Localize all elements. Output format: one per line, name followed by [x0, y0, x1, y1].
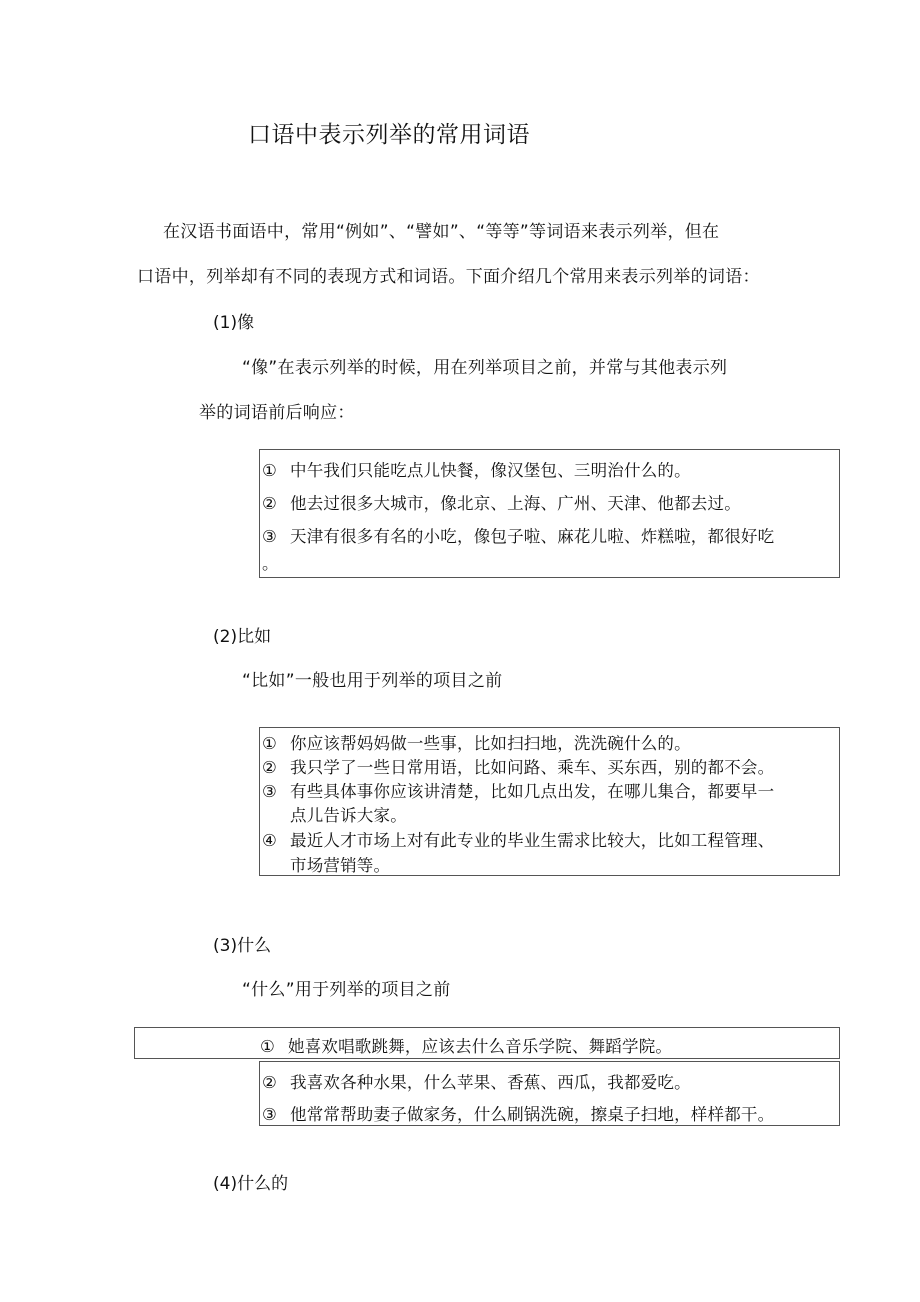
- example-item: ② 我喜欢各种水果，什么苹果、香蕉、西瓜，我都爱吃。: [262, 1073, 691, 1092]
- example-item: ③ 天津有很多有名的小吃，像包子啦、麻花儿啦、炸糕啦，都很好吃: [262, 527, 775, 546]
- example-item: ① 你应该帮妈妈做一些事，比如扫扫地，洗洗碗什么的。: [262, 734, 691, 753]
- example-item: ④ 最近人才市场上对有此专业的毕业生需求比较大，比如工程管理、: [262, 831, 775, 850]
- example-item-continuation: 点儿告诉大家。: [290, 806, 407, 825]
- section-heading-4: (4)什么的: [213, 1174, 289, 1194]
- example-item: ① 她喜欢唱歌跳舞，应该去什么音乐学院、舞蹈学院。: [260, 1037, 673, 1056]
- example-item: ② 我只学了一些日常用语，比如问路、乘车、买东西，别的都不会。: [262, 758, 775, 777]
- section-desc-1-line-1: “像”在表示列举的时候，用在列举项目之前，并常与其他表示列: [242, 358, 728, 378]
- section-heading-3: (3)什么: [213, 936, 272, 956]
- intro-line-1: 在汉语书面语中，常用“例如”、“譬如”、“等等”等词语来表示列举，但在: [163, 222, 720, 242]
- example-item-continuation: 。: [262, 554, 279, 573]
- example-item: ② 他去过很多大城市，像北京、上海、广州、天津、他都去过。: [262, 494, 741, 513]
- example-box-3b: [259, 1061, 840, 1126]
- example-box-2: [259, 727, 840, 876]
- section-desc-3-line-1: “什么”用于列举的项目之前: [242, 980, 451, 1000]
- example-item: ③ 有些具体事你应该讲清楚，比如几点出发，在哪儿集合，都要早一: [262, 782, 775, 801]
- example-box-1: [259, 449, 840, 578]
- page-title: 口语中表示列举的常用词语: [248, 122, 530, 148]
- example-item: ③ 他常常帮助妻子做家务，什么刷锅洗碗，擦桌子扫地，样样都干。: [262, 1105, 775, 1124]
- section-desc-2-line-1: “比如”一般也用于列举的项目之前: [242, 671, 503, 691]
- section-heading-2: (2)比如: [213, 627, 272, 647]
- section-desc-1-line-2: 举的词语前后响应：: [199, 403, 355, 423]
- section-heading-1: (1)像: [213, 313, 255, 333]
- intro-line-2: 口语中，列举却有不同的表现方式和词语。下面介绍几个常用来表示列举的词语：: [137, 267, 760, 287]
- example-item: ① 中午我们只能吃点儿快餐，像汉堡包、三明治什么的。: [262, 461, 691, 480]
- example-item-continuation: 市场营销等。: [290, 856, 391, 875]
- example-box-3a: [134, 1027, 840, 1059]
